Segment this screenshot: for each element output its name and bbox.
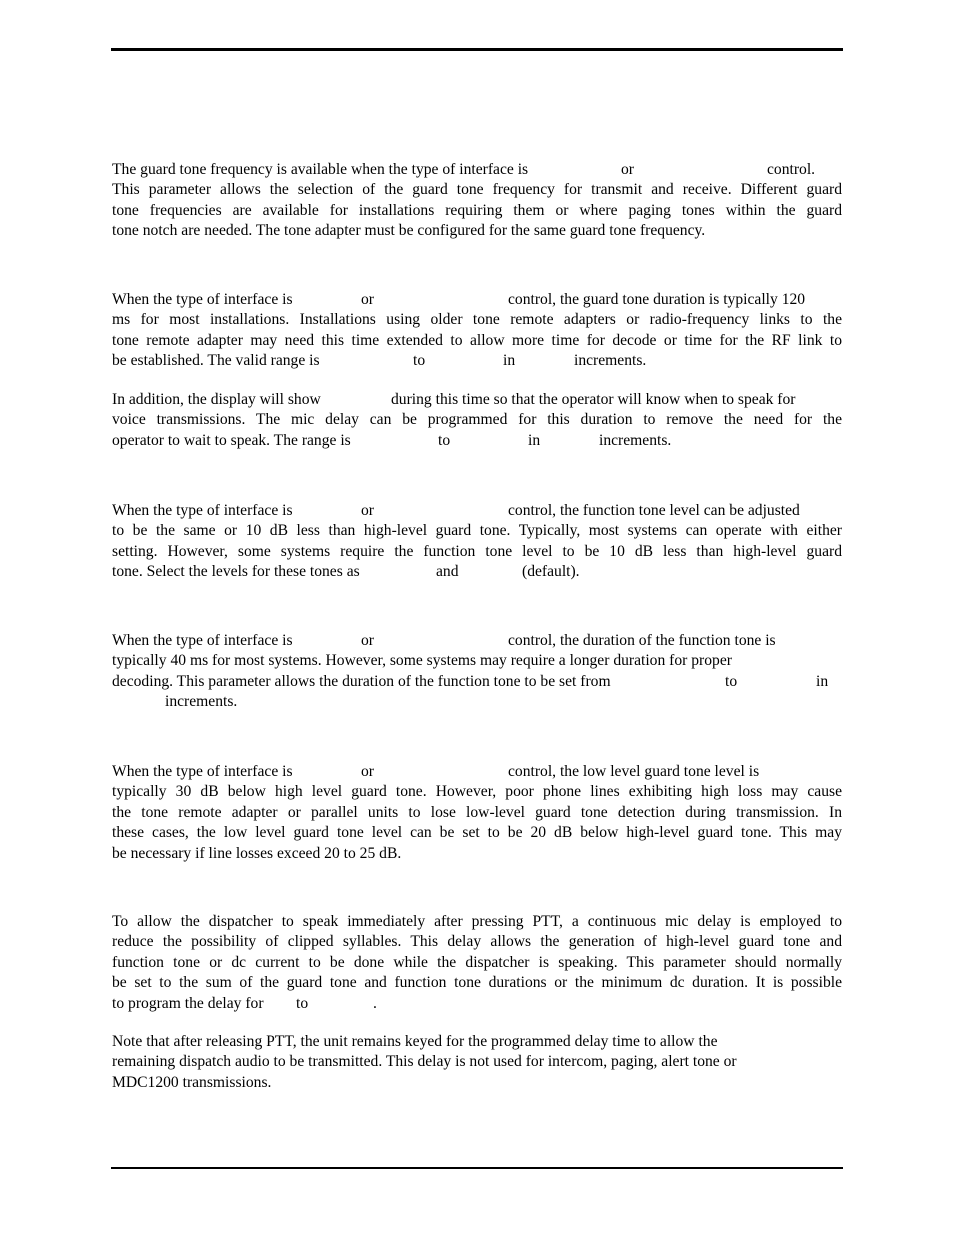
text-segment: or xyxy=(621,161,634,178)
text-line xyxy=(112,160,842,180)
text-segment: or xyxy=(361,291,374,308)
text-segment: or xyxy=(361,502,374,519)
paragraph-display-mic-delay xyxy=(112,390,842,451)
text-segment: increments. xyxy=(574,352,647,370)
text-segment: When the type of interface is xyxy=(112,502,293,519)
text-segment: control. xyxy=(767,161,816,178)
text-line: This parameter allows the selection of the guard tone frequency for transmit and receive. Different guard xyxy=(112,181,842,199)
text-segment: be established. The valid range is xyxy=(112,352,320,370)
text-line: tone notch are needed. The tone adapter must be configured for the same guard tone frequency. xyxy=(112,222,706,240)
text-line: reduce the possibility of clipped syllables. This delay allows the generation of high-level guard tone and xyxy=(112,933,842,951)
text-line: setting. However, some systems require the function tone level to be 10 dB less than high-level guard xyxy=(112,542,842,560)
text-line: to be the same or 10 dB less than high-level guard tone. Typically, most systems can operate with either xyxy=(112,522,842,540)
text-segment: When the type of interface is xyxy=(112,632,293,649)
text-line: tone frequencies are available for installations requiring them or where paging tones within the guard xyxy=(112,201,842,219)
text-segment: during this time so that the operator will know when to speak for xyxy=(391,391,796,408)
text-segment: control, the duration of the function tone is xyxy=(508,632,776,649)
text-line xyxy=(112,631,842,651)
paragraph-guard-tone-duration xyxy=(112,290,842,372)
text-line xyxy=(112,290,842,310)
text-line xyxy=(112,672,842,692)
text-line: remaining dispatch audio to be transmitted. This delay is not used for intercom, paging, alert tone or xyxy=(112,1053,737,1071)
text-line: voice transmissions. The mic delay can be programmed for this duration to remove the need for the xyxy=(112,411,842,429)
text-segment: and xyxy=(436,563,459,581)
text-line xyxy=(112,351,842,371)
text-segment: . xyxy=(373,994,377,1012)
text-segment: to xyxy=(438,431,451,449)
text-line: Note that after releasing PTT, the unit remains keyed for the programmed delay time to allow the xyxy=(112,1033,718,1050)
text-line: MDC1200 transmissions. xyxy=(112,1073,272,1091)
text-line: tone remote adapter may need this time extended to allow more time for decode or time for the RF link to xyxy=(112,331,842,349)
text-segment: increments. xyxy=(599,431,672,449)
paragraph-low-level-guard-tone xyxy=(112,762,842,864)
paragraph-release-ptt-note xyxy=(112,1032,842,1093)
text-line: To allow the dispatcher to speak immediately after pressing PTT, a continuous mic delay is employed to xyxy=(112,913,842,930)
paragraph-function-tone-duration xyxy=(112,631,842,713)
text-segment: tone. Select the levels for these tones as xyxy=(112,563,360,581)
text-segment: control, the function tone level can be adjusted xyxy=(508,502,800,519)
text-line xyxy=(112,994,842,1014)
text-segment: or xyxy=(361,763,374,780)
footer-rule xyxy=(111,1167,843,1169)
text-segment: in xyxy=(528,431,541,449)
text-line: ms for most installations. Installations using older tone remote adapters or radio-frequency links to the xyxy=(112,311,842,329)
text-segment: increments. xyxy=(165,693,238,711)
text-segment: In addition, the display will show xyxy=(112,391,321,408)
text-line xyxy=(112,762,842,782)
text-segment: in xyxy=(816,672,829,690)
text-segment: in xyxy=(503,352,516,370)
text-segment: to xyxy=(725,672,738,690)
header-rule xyxy=(111,48,843,51)
text-line: the tone remote adapter or parallel units to lose low-level guard tone detection during transmission. In xyxy=(112,803,842,821)
text-segment: to program the delay for xyxy=(112,994,264,1012)
text-line xyxy=(112,390,842,410)
text-line: typically 30 dB below high level guard tone. However, poor phone lines exhibiting high loss may cause xyxy=(112,783,842,801)
text-line xyxy=(112,692,842,712)
text-line: these cases, the low level guard tone level can be set to be 20 dB below high-level guard tone. This may xyxy=(112,824,842,842)
text-segment: control, the guard tone duration is typically 120 xyxy=(508,291,806,308)
text-segment: (default). xyxy=(522,563,580,581)
text-line xyxy=(112,562,842,582)
text-segment: or xyxy=(361,632,374,649)
text-line: typically 40 ms for most systems. However, some systems may require a longer duration for proper xyxy=(112,652,732,670)
text-segment: decoding. This parameter allows the duration of the function tone to be set from xyxy=(112,672,611,690)
text-line: be necessary if line losses exceed 20 to 25 dB. xyxy=(112,844,402,862)
text-segment: control, the low level guard tone level is xyxy=(508,763,760,780)
text-segment: When the type of interface is xyxy=(112,291,293,308)
paragraph-guard-tone-frequency xyxy=(112,160,842,242)
text-segment: When the type of interface is xyxy=(112,763,293,780)
text-line: function tone or dc current to be done while the dispatcher is speaking. This parameter should normally xyxy=(112,953,842,971)
paragraph-continuous-mic-delay xyxy=(112,912,842,1014)
text-line xyxy=(112,431,842,451)
text-segment: operator to wait to speak. The range is xyxy=(112,431,351,449)
text-segment: to xyxy=(413,352,426,370)
text-segment: to xyxy=(296,994,309,1012)
paragraph-function-tone-level xyxy=(112,501,842,583)
text-segment: The guard tone frequency is available when the type of interface is xyxy=(112,161,529,178)
text-line: be set to the sum of the guard tone and function tone durations or the minimum dc duration. It is possible xyxy=(112,974,842,992)
text-line xyxy=(112,501,842,521)
